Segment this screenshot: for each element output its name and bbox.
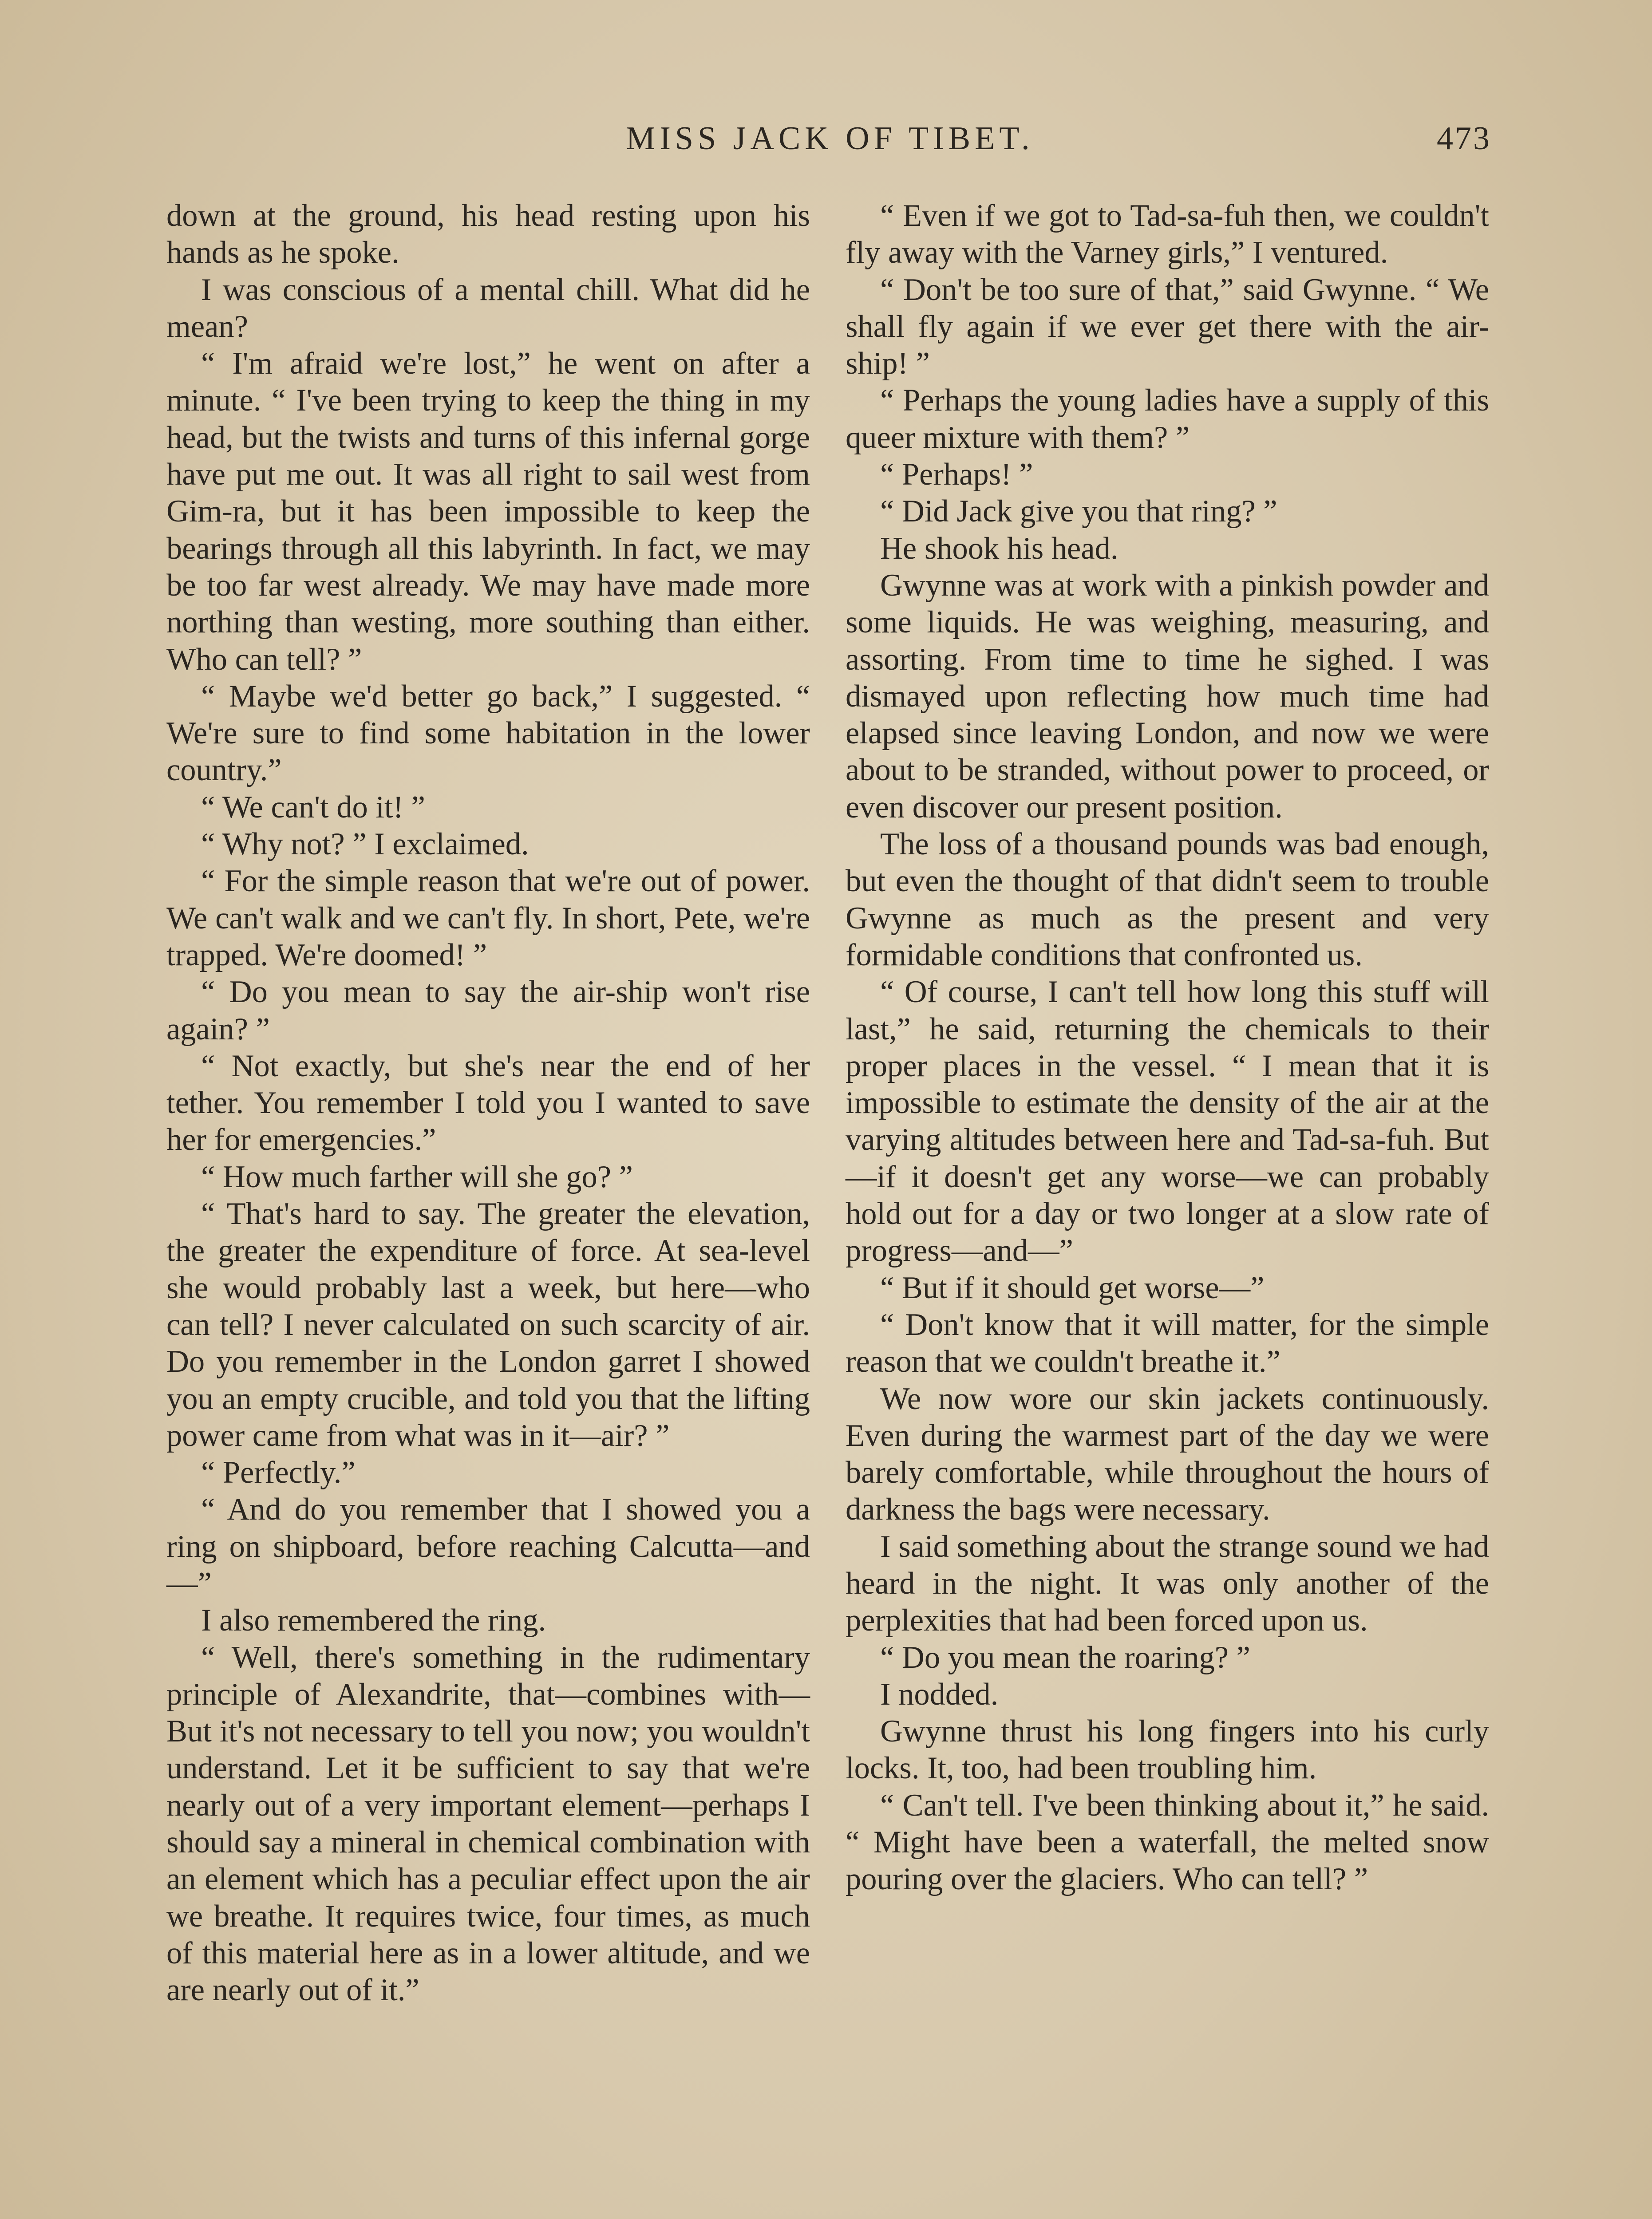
paragraph: The loss of a thousand pounds was bad enough, but even the thought of that didn't seem to trouble Gwynne as much as the present and very formidable conditions that confronted us. (846, 827, 1489, 972)
running-head (169, 120, 1491, 169)
paragraph: I said something about the strange sound we had heard in the night. It was only another of the perplexities that had been forced upon us. (846, 1529, 1489, 1638)
paragraph: “ Do you mean the roaring? ” (880, 1640, 1250, 1675)
paragraph: “ Of course, I can't tell how long this stuff will last,” he said, returning the chemicals to their proper places in the vessel. “ I mean that it is impossible to estimate the density of the air at the varying altitudes between here and Tad-sa-fuh. But—if it doesn't get any worse—we can probably hold out for a day or two longer at a slow rate of progress—and—” (846, 975, 1489, 1268)
running-title: MISS JACK OF TIBET. (626, 120, 1034, 157)
paragraph: “ Perfectly.” (201, 1455, 356, 1490)
paragraph: Gwynne was at work with a pinkish powder and some liquids. He was weighing, measuring, and assorting. From time to time he sighed. I was dismayed upon reflecting how much time had elapsed since leaving London, and now we were about to be stranded, without power to proceed, or even discover our present position. (846, 568, 1489, 825)
paragraph: “ Maybe we'd better go back,” I suggested. “ We're sure to find some habitation in the lower country.” (166, 679, 810, 788)
paragraph: “ Perhaps the young ladies have a supply of this queer mixture with them? ” (846, 383, 1489, 455)
paragraph: “ Don't know that it will matter, for the simple reason that we couldn't breathe it.” (846, 1307, 1489, 1379)
paragraph: “ For the simple reason that we're out of power. We can't walk and we can't fly. In short, Pete, we're trapped. We're doomed! ” (166, 864, 810, 972)
paragraph: “ Why not? ” I exclaimed. (201, 827, 529, 862)
paragraph: “ Well, there's something in the rudimentary principle of Alexandrite, that—combines with— But it's not necessary to tell you now; you wouldn't understand. Let it be sufficient to say that we're nearly out of a very important element—perhaps I should say a mineral in chemical combination with an element which has a peculiar effect upon the air we breathe. It requires twice, four times, as much of this material here as in a lower altitude, and we are nearly out of it.” (166, 1640, 810, 2008)
paragraph: “ Even if we got to Tad-sa-fuh then, we couldn't fly away with the Varney girls,” I ventured. (846, 198, 1489, 270)
paragraph: “ How much farther will she go? ” (201, 1159, 633, 1194)
paragraph: I nodded. (880, 1677, 999, 1712)
page-number: 473 (1437, 120, 1491, 157)
paragraph: down at the ground, his head resting upon his hands as he spoke. (166, 198, 810, 270)
paragraph: “ Can't tell. I've been thinking about it,” he said. “ Might have been a waterfall, the melted snow pouring over the glaciers. Who can tell? ” (846, 1788, 1489, 1897)
paragraph: I also remembered the ring. (201, 1603, 546, 1638)
paragraph: “ We can't do it! ” (201, 790, 425, 825)
paragraph: “ But if it should get worse—” (880, 1270, 1265, 1305)
paragraph: Gwynne thrust his long fingers into his curly locks. It, too, had been troubling him. (846, 1714, 1489, 1786)
paragraph: “ Do you mean to say the air-ship won't rise again? ” (166, 975, 810, 1046)
paragraph: I was conscious of a mental chill. What did he mean? (166, 272, 810, 344)
paragraph: “ Not exactly, but she's near the end of her tether. You remember I told you I wanted to save her for emergencies.” (166, 1048, 810, 1157)
paragraph: We now wore our skin jackets continuously. Even during the warmest part of the day we were barely comfortable, while throughout the hours of darkness the bags were necessary. (846, 1381, 1489, 1527)
paragraph: “ Don't be too sure of that,” said Gwynne. “ We shall fly again if we ever get there with the air-ship! ” (846, 272, 1489, 381)
paragraph: “ Did Jack give you that ring? ” (880, 494, 1277, 529)
paragraph: “ And do you remember that I showed you a ring on shipboard, before reaching Calcutta—and—” (166, 1492, 810, 1601)
paragraph: “ I'm afraid we're lost,” he went on after a minute. “ I've been trying to keep the thing in my head, but the twists and turns of this infernal gorge have put me out. It was all right to sail west from Gim-ra, but it has been impossible to keep the bearings through all this labyrinth. In fact, we may be too far west already. We may have made more northing than westing, more southing than either. Who can tell? ” (166, 346, 810, 677)
paragraph: “ That's hard to say. The greater the elevation, the greater the expenditure of force. At sea-level she would probably last a week, but here—who can tell? I never calculated on such scarcity of air. Do you remember in the London garret I showed you an empty crucible, and told you that the lifting power came from what was in it—air? ” (166, 1196, 810, 1453)
paragraph: He shook his head. (880, 531, 1118, 566)
paragraph: “ Perhaps! ” (880, 457, 1033, 492)
right-column (846, 197, 1489, 1898)
left-column (166, 197, 810, 2009)
